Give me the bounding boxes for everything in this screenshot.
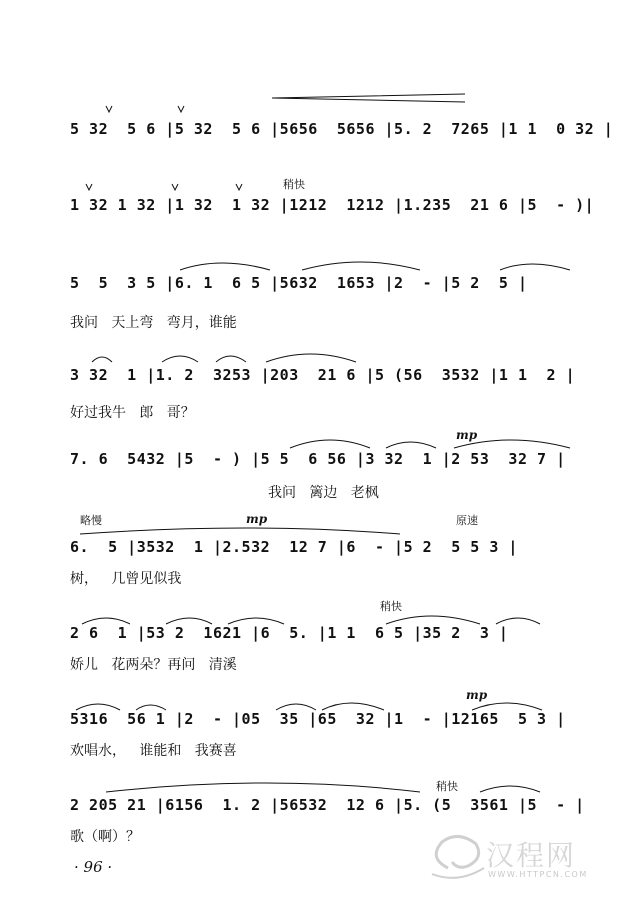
score-line-1 — [70, 120, 614, 154]
lyrics-line-9: 歌（啊）？ — [70, 829, 140, 845]
dynamic-mark-line-8: mp — [466, 688, 488, 702]
lyrics-line-5: 我问 篱边 老枫 — [268, 485, 379, 501]
lyrics-line-8: 欢唱水， 谁能和 我赛喜 — [70, 743, 237, 759]
tempo-mark-line-6b: 原速 — [456, 514, 478, 527]
score-line-4 — [70, 366, 582, 421]
dynamic-mark-line-5: mp — [456, 428, 478, 442]
watermark-url: WWW.HTTPCN.COM — [488, 870, 588, 879]
notes-line-3: 5 5 3 5 |6. 1 6 5 |5632 1653 |2 - |5 2 5 | — [70, 274, 528, 292]
notes-line-1: 5 32 5 6 |5 32 5 6 |5656 5656 |5. 2 7265 |1 1 0 32 | — [70, 120, 614, 138]
score-line-9 — [70, 796, 585, 845]
watermark-text: 汉程网 — [486, 839, 577, 872]
lyrics-line-4: 好过我牛 郎 哥？ — [70, 405, 195, 421]
score-line-2 — [70, 196, 595, 230]
accent-marks-line-2 — [78, 182, 278, 196]
tempo-mark-line-2: 稍快 — [283, 178, 305, 191]
lyrics-line-3: 我问 天上弯 弯月，谁能 — [70, 315, 237, 331]
tempo-mark-line-6a: 略慢 — [80, 514, 102, 527]
slurs-line-3 — [70, 254, 582, 274]
notes-line-4: 3 32 1 |1. 2 3253 |203 21 6 |5 (56 3532 |1 1 2 | — [70, 366, 576, 384]
notes-line-5: 7. 6 5432 |5 - ) |5 5 6 56 |3 32 1 |2 53 32 7 | — [70, 450, 566, 468]
notes-line-8: 5316 56 1 |2 - |05 35 |65 32 |1 - |12165 5 3 | — [70, 710, 566, 728]
notes-line-9: 2 205 21 |6156 1. 2 |56532 12 6 |5. (5 3561 |5 - | — [70, 796, 585, 814]
slurs-line-9 — [70, 774, 582, 796]
lyrics-line-7: 娇儿 花两朵？再问 清溪 — [70, 657, 237, 673]
lyrics-line-6: 树， 几曾见似我 — [70, 571, 182, 587]
notes-line-2: 1 32 1 32 |1 32 1 32 |1212 1212 |1.235 21 6 |5 - )| — [70, 196, 595, 214]
dynamic-mark-line-6: mp — [246, 512, 268, 526]
crescendo-line — [270, 92, 470, 106]
score-line-3 — [70, 274, 582, 331]
slurs-line-5 — [70, 432, 582, 452]
accent-marks-line-1 — [78, 104, 278, 118]
score-line-5 — [70, 450, 582, 501]
notes-line-6: 6. 5 |3532 1 |2.532 12 7 |6 - |5 2 5 5 3 | — [70, 538, 518, 556]
score-line-7 — [70, 624, 582, 673]
page-number: · 96 · — [74, 858, 113, 876]
notes-line-7: 2 6 1 |53 2 1621 |6 5. |1 1 6 5 |35 2 3 | — [70, 624, 509, 642]
score-line-6 — [70, 538, 582, 587]
slurs-line-4 — [70, 346, 582, 366]
slurs-line-6 — [70, 522, 582, 538]
tempo-mark-line-7: 稍快 — [380, 600, 402, 613]
tempo-mark-line-9: 稍快 — [436, 780, 458, 793]
score-line-8 — [70, 710, 582, 759]
